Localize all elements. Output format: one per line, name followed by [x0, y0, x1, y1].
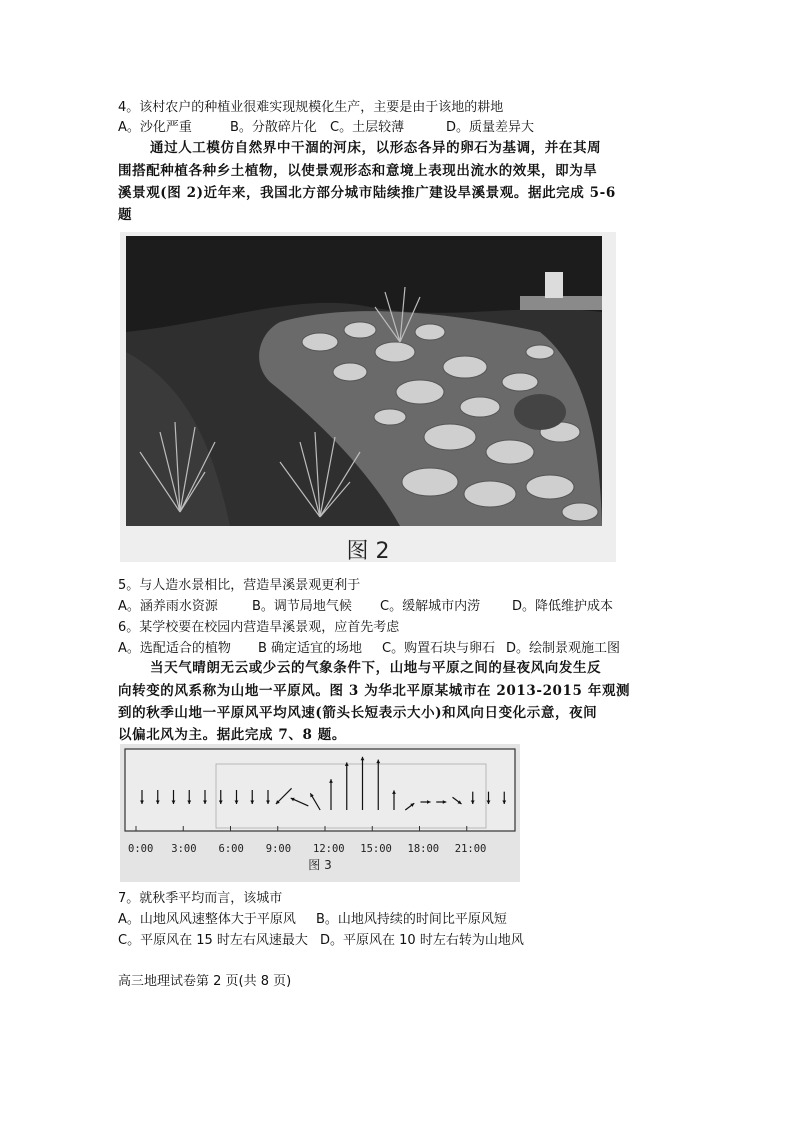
figure2-caption: 图 2	[346, 539, 390, 562]
x-tick-label-6: 18:00	[407, 843, 440, 855]
q5-option-c: C。缓解城市内涝	[380, 599, 481, 614]
q7-options-line2	[118, 931, 524, 951]
q5-stem: 5。与人造水景相比，营造旱溪景观更利于	[118, 578, 361, 593]
dry-creek-photo-image	[120, 232, 616, 562]
figure2-photo	[120, 232, 616, 562]
q7-option-d: D。平原风在 10 时左右转为山地风	[320, 933, 524, 948]
q4-option-d: D。质量差异大	[446, 120, 535, 135]
wind-arrow-chart-svg	[120, 744, 520, 882]
passage1-line4: 题	[118, 207, 133, 223]
x-tick-label-1: 3:00	[171, 843, 197, 855]
q7-options-line1	[118, 910, 507, 930]
x-tick-label-2: 6:00	[218, 843, 244, 855]
q5-option-d: D。降低维护成本	[512, 599, 614, 614]
x-tick-label-7: 21:00	[454, 843, 487, 855]
passage2-line2: 向转变的风系称为山地一平原风。图 3 为华北平原某城市在 2013-2015 年观测	[118, 683, 631, 699]
passage2-line3: 到的秋季山地一平原风平均风速(箭头长短表示大小)和风向日变化示意，夜间	[118, 705, 598, 721]
q6-option-b: B 确定适宜的场地	[258, 641, 363, 656]
figure3-caption: 图 3	[308, 858, 332, 872]
q7-option-c: C。平原风在 15 时左右风速最大	[118, 933, 308, 948]
q6-option-a: A。选配适合的植物	[118, 641, 231, 656]
q5-options	[118, 597, 613, 617]
page-footer: 高三地理试卷第 2 页(共 8 页)	[118, 974, 292, 989]
q7-option-b: B。山地风持续的时间比平原风短	[316, 912, 507, 927]
q4-option-b: B。分散碎片化	[230, 120, 317, 135]
figure3-chart	[120, 744, 520, 882]
q4-stem: 4。该村农户的种植业很难实现规模化生产，主要是由于该地的耕地	[118, 100, 504, 115]
passage1-line3: 溪景观(图 2)近年来，我国北方部分城市陆续推广建设旱溪景观。据此完成 5-6	[118, 185, 616, 201]
x-tick-label-4: 12:00	[313, 843, 345, 855]
q5-option-a: A。涵养雨水资源	[118, 599, 218, 614]
q4-options	[118, 118, 534, 138]
q4-option-a: A。沙化严重	[118, 120, 192, 135]
q7-stem: 7。就秋季平均而言，该城市	[118, 891, 283, 906]
x-tick-label-3: 9:00	[265, 843, 292, 855]
q6-options	[118, 639, 620, 659]
x-tick-label-0: 0:00	[128, 843, 154, 855]
passage2-line4: 以偏北风为主。据此完成 7、8 题。	[118, 727, 346, 743]
q4-option-c: C。土层较薄	[330, 120, 405, 135]
passage2-line1: 当天气晴朗无云或少云的气象条件下，山地与平原之间的昼夜风向发生反	[150, 660, 602, 676]
passage1-line1: 通过人工模仿自然界中干涸的河床，以形态各异的卵石为基调，并在其周	[150, 140, 602, 156]
q7-option-a: A。山地风风速整体大于平原风	[118, 912, 296, 927]
passage1-line2: 围搭配种植各种乡土植物，以使景观形态和意境上表现出流水的效果，即为旱	[118, 163, 598, 179]
q5-option-b: B。调节局地气候	[252, 599, 352, 614]
q6-option-d: D。绘制景观施工图	[506, 641, 621, 656]
q6-option-c: C。购置石块与卵石	[382, 641, 496, 656]
chart-frame	[125, 749, 515, 831]
q6-stem: 6。某学校要在校园内营造旱溪景观，应首先考虑	[118, 620, 400, 635]
x-tick-label-5: 15:00	[360, 843, 392, 855]
